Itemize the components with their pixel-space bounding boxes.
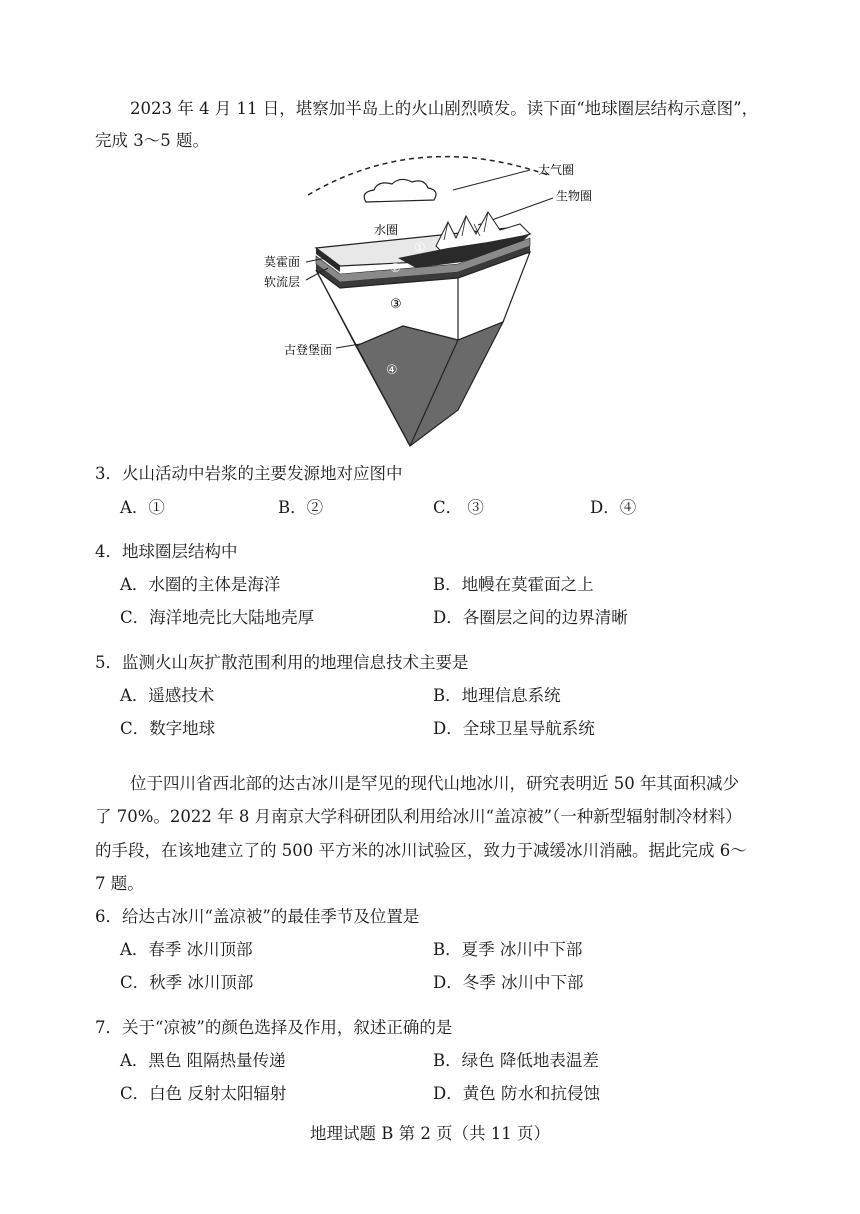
- q7-option-b[interactable]: B．绿色 降低地表温差: [433, 1051, 599, 1070]
- label-n3: ③: [390, 297, 402, 312]
- q4-option-a[interactable]: A．水圈的主体是海洋: [120, 575, 281, 594]
- intro2-line4: 7 题。: [95, 874, 144, 893]
- q4-stem: 4．地球圈层结构中: [95, 542, 238, 561]
- q4-option-d[interactable]: D．各圈层之间的边界清晰: [433, 608, 628, 627]
- intro2-line1: 位于四川省西北部的达古冰川是罕见的现代山地冰川，研究表明近 50 年其面积减少: [130, 774, 739, 793]
- intro1-line2: 完成 3～5 题。: [95, 131, 209, 150]
- earth-structure-diagram: [248, 150, 608, 450]
- q5-option-a[interactable]: A．遥感技术: [120, 686, 215, 705]
- cloud-icon: [364, 179, 436, 202]
- q7-option-a[interactable]: A．黑色 阻隔热量传递: [120, 1051, 286, 1070]
- label-asthenosphere: 软流层: [264, 275, 301, 289]
- q5-option-b[interactable]: B．地理信息系统: [433, 686, 561, 705]
- label-biosphere: 生物圈: [556, 189, 593, 203]
- q3-option-a[interactable]: A．①: [120, 498, 165, 517]
- q4-option-c[interactable]: C．海洋地壳比大陆地壳厚: [120, 608, 315, 627]
- q6-option-a[interactable]: A．春季 冰川顶部: [120, 940, 253, 959]
- q3-option-c[interactable]: C． ③: [433, 498, 484, 517]
- q7-stem: 7．关于“凉被”的颜色选择及作用，叙述正确的是: [95, 1018, 453, 1037]
- q7-option-c[interactable]: C．白色 反射太阳辐射: [120, 1084, 287, 1103]
- q6-stem: 6．给达古冰川“盖凉被”的最佳季节及位置是: [95, 907, 420, 926]
- intro2-line3: 的手段，在该地建立了的 500 平方米的冰川试验区，致力于减缓冰川消融。据此完成 6～: [95, 841, 747, 860]
- label-n1: ①: [414, 241, 426, 256]
- q4-option-b[interactable]: B．地幔在莫霍面之上: [433, 575, 594, 594]
- q5-stem: 5．监测火山灰扩散范围利用的地理信息技术主要是: [95, 653, 469, 672]
- label-n4: ④: [386, 363, 398, 378]
- q3-option-d[interactable]: D．④: [590, 498, 637, 517]
- intro1-line1: 2023 年 4 月 11 日，堪察加半岛上的火山剧烈喷发。读下面“地球圈层结构示意图”，: [130, 99, 759, 118]
- q3-stem: 3．火山活动中岩浆的主要发源地对应图中: [95, 464, 403, 483]
- label-n2: ②: [390, 261, 401, 275]
- q6-option-b[interactable]: B．夏季 冰川中下部: [433, 940, 583, 959]
- label-gutenberg: 古登堡面: [284, 343, 333, 357]
- label-atmosphere: 大气圈: [538, 163, 575, 177]
- intro2-line2: 了 70%。2022 年 8 月南京大学科研团队利用给冰川“盖凉被”（一种新型辐射制冷材料）: [95, 807, 742, 826]
- layer-4-core: [356, 322, 503, 446]
- page-footer: 地理试题 B 第 2 页（共 11 页）: [309, 1124, 551, 1143]
- label-hydrosphere: 水圈: [374, 223, 399, 237]
- q6-option-d[interactable]: D．冬季 冰川中下部: [433, 973, 584, 992]
- q5-option-c[interactable]: C．数字地球: [120, 719, 216, 738]
- label-moho: 莫霍面: [264, 255, 301, 269]
- q6-option-c[interactable]: C．秋季 冰川顶部: [120, 973, 254, 992]
- q7-option-d[interactable]: D．黄色 防水和抗侵蚀: [433, 1084, 600, 1103]
- q5-option-d[interactable]: D．全球卫星导航系统: [433, 719, 595, 738]
- q3-option-b[interactable]: B．②: [278, 498, 324, 517]
